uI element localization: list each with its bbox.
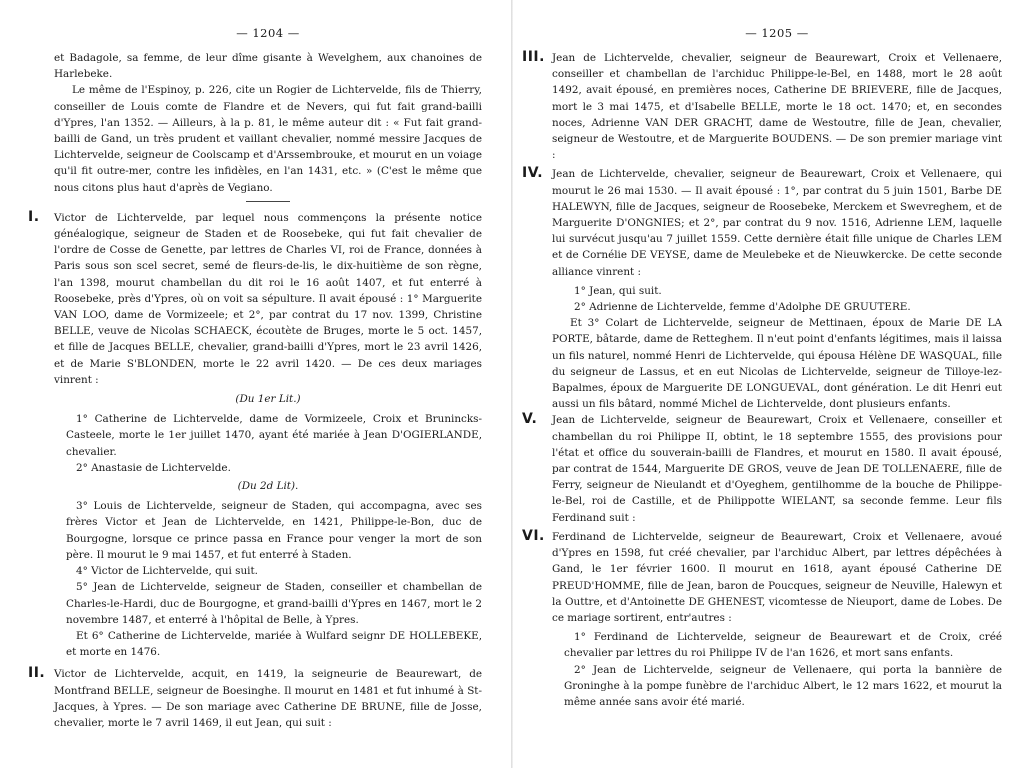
child-item: 2° Anastasie de Lichtervelde. xyxy=(76,461,231,474)
generation-text: Jean de Lichtervelde, seigneur de Beaurewart, Croix et Vellenaere, conseiller et chambellan du roi Philippe II, obtint, le 18 septembre 1555, des provisions pour l'état et office du souverain-bailli de Flandres, et mourut en 1580. Il avait épousé, par contrat de 1544, Marguerite DE GROS, veuve de Jean DE TOLLENAERE, fille de Ferry, seigneur de Nieulandt et d'Oyeghem, gentilhomme de la bouche de Philippe-le-Bel, roi de Castille, et de Philippotte WIELANT, sa seconde femme. Leur fils Ferdinand suit : xyxy=(552,414,1002,524)
generation-text: Ferdinand de Lichtervelde, seigneur de Beaurewart, Croix et Vellenaere, avoué d'Ypres en 1598, fut créé chevalier, par l'archiduc Albert, par lettres dépêchées à Gand, le 1er février 1600. Il mourut en 1618, ayant épousé Catherine DE PREUD'HOMME, fille de Jean, baron de Poucques, seigneur de Neuville, Halewyn et la Outtre, et d'Antoinette DE GHENEST, vicomtesse de Nieuport, dame de Lobes. De ce mariage sortirent, entr'autres : xyxy=(552,530,1002,624)
child-item: 1° Catherine de Lichtervelde, dame de Vormizeele, Croix et Brunincks-Casteele, morte le 1er juillet 1470, ayant été mariée à Jean D'OGIERLANDE, chevalier. xyxy=(66,413,482,458)
generation-entry-i xyxy=(28,208,482,388)
child-item: 3° Louis de Lichtervelde, seigneur de Staden, qui accompagna, avec ses frères Victor et Jean de Lichtervelde, en 1421, Philippe-le-Bon, duc de Bourgogne, lorsque ce prince passa en France pour venger la mort de son père. Il mourut le 9 mai 1457, et fut enterré à Staden. xyxy=(66,500,482,561)
generation-entry-iii xyxy=(522,49,1002,163)
section-divider xyxy=(246,201,290,202)
left-intro-continuation: et Badagole, sa femme, de leur dîme gisante à Wevelghem, aux chanoines de Harlebeke. xyxy=(54,52,482,81)
first-bed-heading: (Du 1er Lit.) xyxy=(235,393,301,406)
generation-text: Victor de Lichtervelde, acquit, en 1419, la seigneurie de Beaurewart, de Montfrand BELLE, seigneur de Boesinghe. Il mourut en 1481 et fut inhumé à St-Jacques, à Ypres. — De son mariage avec Catherine DE BRUNE, fille de Josse, chevalier, morte le 7 avril 1469, il eut Jean, qui suit : xyxy=(54,668,482,729)
child-item: Et 6° Catherine de Lichtervelde, mariée à Wulfard seignr DE HOLLEBEKE, et morte en 1476. xyxy=(66,629,482,659)
generation-numeral: V. xyxy=(522,411,538,428)
child-item: Et 3° Colart de Lichtervelde, seigneur de Mettinaen, époux de Marie DE LA PORTE, bâtarde, dame de Retteghem. Il n'eut point d'enfants légitimes, mais il laissa un fils naturel, nommé Henri de Lichtervelde, qui épousa Hélène DE WASQUAL, fille du seigneur de Lassus, et en eut Nicolas de Lichtervelde, seigneur de Tilloye-lez-Bapalmes, époux de Marguerite DE LONGUEVAL, dont génération. Le dit Henri eut aussi un fils bâtard, nommé Michel de Lichtervelde, dont plusieurs enfants. xyxy=(552,317,1002,411)
child-item: 1° Jean, qui suit. xyxy=(574,284,662,297)
child-item: 2° Jean de Lichtervelde, seigneur de Vellenaere, qui porta la bannière de Groninghe à la pompe funèbre de l'archiduc Albert, le 12 mars 1622, et mourut la même année sans avoir été marié. xyxy=(564,663,1002,708)
right-page-number: — 1205 — xyxy=(745,26,809,40)
generation-numeral: I. xyxy=(28,208,40,225)
right-page xyxy=(512,0,1024,768)
second-bed-heading: (Du 2d Lit). xyxy=(237,480,299,493)
left-page-number: — 1204 — xyxy=(236,26,300,40)
child-item: 4° Victor de Lichtervelde, qui suit. xyxy=(76,565,258,578)
generation-entry-iv xyxy=(522,165,1002,279)
generation-entry-vi xyxy=(522,527,1002,626)
left-intro-espinoy: Le même de l'Espinoy, p. 226, cite un Rogier de Lichtervelde, fils de Thierry, conseiller de Louis comte de Flandre et de Nevers, qui fut fait grand-bailli d'Ypres, l'an 1352. — Ailleurs, à la p. 81, le même auteur dit : « Fut fait grand-bailli de Gand, un très prudent et vaillant chevalier, nommé messire Jacques de Lichtervelde, seigneur de Coolscamp et d'Arssembrouke, et mourut en un voiage qu'il fit outre-mer, contre les infidèles, en l'an 1431, etc. » (C'est le même que nous citons plus haut d'après de Vegiano. xyxy=(54,84,482,194)
generation-text: Victor de Lichtervelde, par lequel nous commençons la présente notice généalogique, seigneur de Staden et de Roosebeke, qui fut fait chevalier de l'ordre de Cosse de Genette, par lettres de Charles VI, roi de France, données à Paris sous son scel secret, semé de fleurs-de-lis, le dix-huitième de son règne, l'an 1398, mourut chambellan du dit roi le 16 août 1407, et fut enterré à Roosebeke, près d'Ypres, où on voit sa sépulture. Il avait épousé : 1° Marguerite VAN LOO, dame de Vormizeele; et 2°, par contrat du 17 nov. 1399, Christine BELLE, veuve de Nicolas SCHAECK, écoutète de Bruges, morte le 5 oct. 1457, et fille de Jacques BELLE, chevalier, grand-bailli d'Ypres, mort le 23 avril 1426, et de Marie S'BLONDEN, morte le 22 avril 1420. — De ces deux mariages vinrent : xyxy=(54,211,482,386)
generation-entry-v xyxy=(522,411,1002,525)
child-item: 1° Ferdinand de Lichtervelde, seigneur de Beaurewart et de Croix, créé chevalier par lettres du roi Philippe IV de l'an 1626, et mort sans enfants. xyxy=(564,631,1002,660)
generation-entry-ii xyxy=(28,665,482,731)
child-item: 2° Adrienne de Lichtervelde, femme d'Adolphe DE GRUUTERE. xyxy=(574,301,911,314)
child-item: 5° Jean de Lichtervelde, seigneur de Staden, conseiller et chambellan de Charles-le-Hardi, duc de Bourgogne, et grand-bailli d'Ypres en 1467, mort le 2 novembre 1487, et enterré à l'hôpital de Belle, à Ypres. xyxy=(66,581,482,626)
generation-numeral: IV. xyxy=(522,165,544,182)
generation-numeral: III. xyxy=(522,49,545,65)
generation-text: Jean de Lichtervelde, chevalier, seigneur de Beaurewart, Croix et Vellenaere, conseiller et chambellan de l'archiduc Philippe-le-Bel, en 1488, mort le 28 août 1492, avait épousé, en premières noces, Catherine DE BRIEVERE, fille de Jacques, mort le 3 mai 1475, et d'Isabelle BELLE, morte le 18 oct. 1470; et, en secondes noces, Adrienne VAN DER GRACHT, dame de Westoutre, fille de Jean, chevalier, seigneur de Westoutre, et de Marguerite BOUDENS. — De son premier mariage vint : xyxy=(552,52,1002,162)
generation-text: Jean de Lichtervelde, chevalier, seigneur de Beaurewart, Croix et Vellenaere, qui mourut le 26 mai 1530. — Il avait épousé : 1°, par contrat du 5 juin 1501, Barbe DE HALEWYN, fille de Jacques, seigneur de Roosebeke, Merckem et Swevreghem, et de Marguerite D'ONGNIES; et 2°, par contrat du 9 nov. 1516, Adrienne LEM, laquelle lui survécut jusqu'au 7 juillet 1559. Cette dernière était fille unique de Charles LEM et de Cornélie DE VEYSE, dame de Meulebeke et de Nieuwkercke. De cette seconde alliance vinrent : xyxy=(552,168,1002,278)
generation-numeral: VI. xyxy=(522,527,545,544)
generation-numeral: II. xyxy=(28,665,46,682)
